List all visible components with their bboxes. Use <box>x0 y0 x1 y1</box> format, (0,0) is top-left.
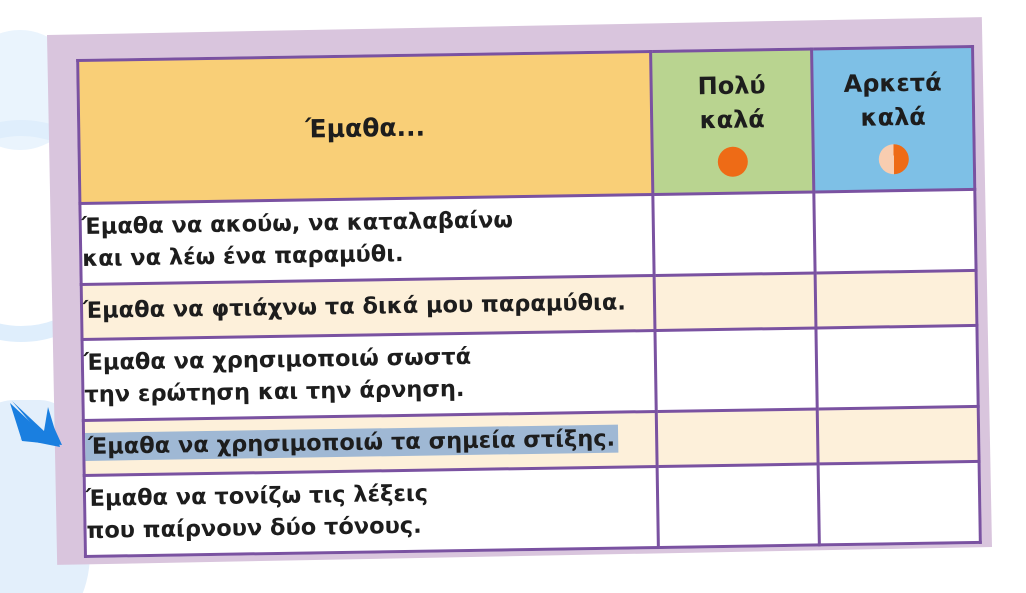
header-very-good-label-line1: Πολύ <box>697 71 766 101</box>
header-quite-good-label-line1: Αρκετά <box>843 68 942 99</box>
task-line-1: Έμαθα να χρησιμοποιώ σωστά <box>83 343 472 377</box>
task-text <box>84 466 658 556</box>
rating-cell-very-good[interactable] <box>656 409 818 467</box>
header-very-good-label-line2: καλά <box>699 105 765 135</box>
rating-cell-very-good[interactable] <box>655 328 817 412</box>
self-assessment-table <box>76 45 982 558</box>
rating-cell-quite-good[interactable] <box>816 325 978 409</box>
task-line-2: την ερώτηση και την άρνηση. <box>84 376 465 408</box>
rating-cell-quite-good[interactable] <box>814 189 976 273</box>
task-text <box>80 195 654 285</box>
task-line-1: Έμαθα να φτιάχνω τα δικά μου παραμύθια. <box>82 289 627 325</box>
rating-cell-very-good[interactable] <box>653 192 815 276</box>
task-text <box>82 331 656 421</box>
header-task-column <box>78 52 653 204</box>
highlighted-task-text: Έμαθα να χρησιμοποιώ τα σημεία στίξης. <box>85 425 618 461</box>
rating-cell-quite-good[interactable] <box>817 406 979 464</box>
task-line-1: Έμαθα να τονίζω τις λέξεις <box>85 480 429 513</box>
task-line-2: που παίρνουν δύο τόνους. <box>86 512 422 544</box>
table-row <box>80 189 976 284</box>
task-text <box>83 411 657 475</box>
rating-cell-quite-good[interactable] <box>818 461 980 545</box>
rating-cell-quite-good[interactable] <box>815 270 977 328</box>
table-row <box>82 325 978 420</box>
header-quite-good-label-line2: καλά <box>860 102 926 132</box>
header-quite-good-column <box>812 46 975 192</box>
table-row <box>84 461 980 556</box>
task-line-2: και να λέω ένα παραμύθι. <box>82 240 404 272</box>
table-header-row <box>78 46 975 203</box>
rating-cell-very-good[interactable] <box>657 464 819 548</box>
header-task-label: Έμαθα... <box>305 112 426 143</box>
orange-half-dot-icon <box>879 144 909 174</box>
rating-cell-very-good[interactable] <box>654 273 816 331</box>
task-line-1: Έμαθα να ακούω, να καταλαβαίνω <box>81 207 514 241</box>
task-text <box>81 276 655 340</box>
self-assessment-table-wrapper <box>76 45 979 558</box>
header-very-good-column <box>651 49 814 195</box>
orange-full-dot-icon <box>718 147 748 177</box>
blue-arrow-icon <box>8 393 70 455</box>
